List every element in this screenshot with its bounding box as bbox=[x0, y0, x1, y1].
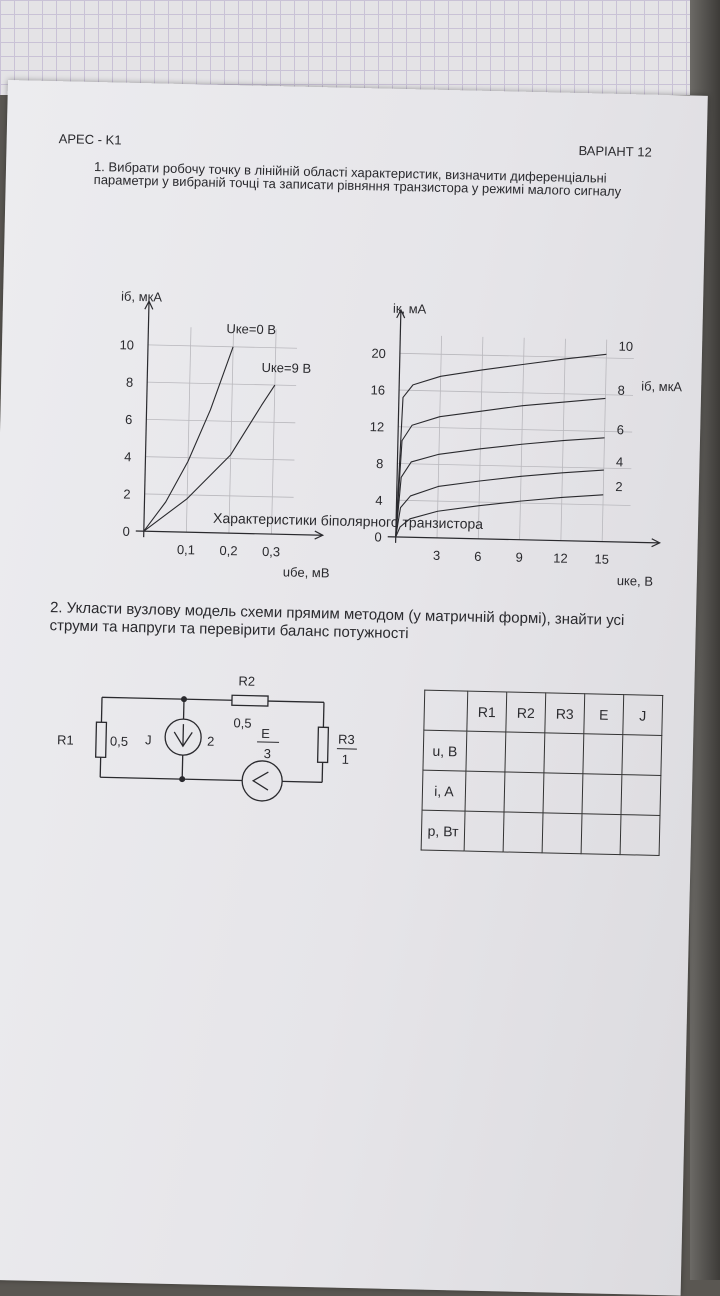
chart1-series-label-uke9: Uке=9 В bbox=[261, 360, 311, 376]
y-tick-label: 6 bbox=[125, 412, 133, 427]
x-tick-label: 0,1 bbox=[177, 542, 195, 557]
chart2-series bbox=[396, 350, 607, 542]
table-row-label: i, A bbox=[422, 770, 466, 811]
chart2-tick-labels bbox=[367, 346, 614, 567]
table-cell bbox=[464, 811, 504, 852]
y-tick-label: 20 bbox=[371, 346, 386, 361]
table-cell bbox=[466, 731, 506, 772]
table-cell bbox=[620, 815, 660, 856]
x-tick-label: 0,2 bbox=[219, 543, 237, 558]
table-cell bbox=[543, 773, 583, 814]
r3-label: R3 bbox=[338, 732, 355, 747]
grid-paper-background bbox=[0, 0, 700, 95]
table-row bbox=[421, 810, 660, 855]
r1-resistor bbox=[96, 722, 107, 757]
table-row-label: p, Вт bbox=[421, 810, 465, 851]
j-value: 2 bbox=[207, 734, 215, 749]
chart2-ylabel: iк, мА bbox=[393, 301, 427, 317]
r1-label: R1 bbox=[57, 732, 74, 747]
y-tick-label: 8 bbox=[376, 456, 384, 471]
table-corner-cell bbox=[424, 690, 468, 731]
chart1-series-label-uke0: Uке=0 В bbox=[226, 321, 276, 337]
grid-line-y bbox=[146, 419, 295, 422]
x-tick-label: 15 bbox=[594, 551, 609, 566]
input-characteristics-chart bbox=[88, 200, 345, 506]
exam-sheet bbox=[0, 80, 708, 1296]
table-cell bbox=[581, 814, 621, 855]
grid-line-x bbox=[437, 336, 442, 538]
r3-resistor bbox=[318, 727, 329, 762]
grid-line-y bbox=[145, 494, 294, 497]
series-end-label: 6 bbox=[617, 422, 625, 437]
voltage-source-e bbox=[242, 760, 283, 801]
grid-line-x bbox=[602, 340, 607, 542]
y-tick-label: 2 bbox=[123, 486, 131, 501]
y-tick-label: 8 bbox=[126, 375, 134, 390]
y-tick-label: 4 bbox=[124, 449, 132, 464]
header-right: ВАРІАНТ 12 bbox=[578, 143, 652, 160]
grid-line-x bbox=[478, 337, 483, 539]
table-cell bbox=[544, 733, 584, 774]
j-label: J bbox=[145, 732, 152, 747]
grid-line-y bbox=[399, 390, 633, 395]
grid-line-y bbox=[147, 382, 296, 385]
x-tick-label: 3 bbox=[433, 548, 441, 563]
table-row bbox=[423, 730, 662, 775]
table-row-label: u, B bbox=[423, 730, 467, 771]
grid-line-x bbox=[520, 338, 525, 540]
series-end-label: 10 bbox=[618, 339, 633, 354]
task1-text: 1. Вибрати робочу точку в лінійній області характеристик, визначити диференціальні параметри у вибраній точці та записати рівняння транзистора у режимі малого сигналу bbox=[94, 160, 654, 199]
grid-line-y bbox=[145, 457, 294, 460]
table-header-row bbox=[424, 690, 663, 735]
r2-resistor bbox=[232, 695, 268, 706]
current-source-j bbox=[165, 719, 202, 756]
output-characteristics-chart bbox=[348, 214, 685, 521]
y-tick-label: 4 bbox=[375, 493, 383, 508]
grid-line-y bbox=[397, 500, 631, 505]
series-end-label: 8 bbox=[617, 383, 625, 398]
x-tick-label: 6 bbox=[474, 549, 482, 564]
table-cell bbox=[583, 734, 623, 775]
chart2-xlabel: uке, В bbox=[617, 573, 654, 589]
y-tick-label: 16 bbox=[370, 382, 385, 397]
header-left: APEC - K1 bbox=[59, 131, 122, 147]
y-tick-label: 12 bbox=[370, 419, 385, 434]
grid-line-y bbox=[400, 353, 634, 358]
table-header-cell: R1 bbox=[467, 691, 507, 732]
table-header-cell: J bbox=[623, 695, 663, 736]
results-table bbox=[421, 690, 664, 856]
x-tick-label: 9 bbox=[515, 550, 523, 565]
r2-value: 0,5 bbox=[233, 715, 251, 730]
chart2-series-labels bbox=[615, 339, 633, 495]
x-tick-label: 0,3 bbox=[262, 544, 280, 559]
table-cell bbox=[465, 771, 505, 812]
grid-line-y bbox=[397, 463, 631, 468]
table-cell bbox=[503, 812, 543, 853]
table-header-cell: E bbox=[584, 694, 624, 735]
series-end-label: 2 bbox=[615, 479, 623, 494]
y-tick-label: 0 bbox=[122, 524, 130, 539]
grid-line-x bbox=[229, 328, 234, 533]
grid-line-y bbox=[398, 427, 632, 432]
x-tick-label: 12 bbox=[553, 550, 568, 565]
chart1-series bbox=[144, 345, 276, 534]
table-cell bbox=[542, 813, 582, 854]
node-top bbox=[181, 696, 187, 702]
table-cell bbox=[505, 732, 545, 773]
table-header-cell: R3 bbox=[545, 693, 585, 734]
r3-value: 1 bbox=[342, 752, 350, 767]
table-cell bbox=[621, 775, 661, 816]
chart1-xlabel: uбе, мВ bbox=[283, 564, 330, 580]
table-cell bbox=[622, 735, 662, 776]
x-axis bbox=[388, 537, 660, 543]
circuit-schematic bbox=[52, 661, 385, 808]
chart1-grid bbox=[144, 326, 298, 534]
table-row bbox=[422, 770, 661, 815]
table-header-cell: R2 bbox=[506, 692, 546, 733]
y-tick-label: 10 bbox=[119, 337, 134, 352]
figure-caption: Характеристики біполярного транзистора bbox=[213, 510, 483, 532]
e-value: 3 bbox=[264, 746, 272, 761]
chart2-legend-title: iб, мкА bbox=[641, 378, 683, 394]
table-cell bbox=[504, 772, 544, 813]
e-label: E bbox=[261, 726, 270, 741]
r1-value: 0,5 bbox=[110, 733, 128, 748]
grid-line-x bbox=[561, 339, 566, 541]
grid-line-y bbox=[148, 345, 297, 348]
chart1-ylabel: iб, мкА bbox=[121, 289, 163, 305]
y-tick-label: 0 bbox=[374, 529, 382, 544]
task2-text: 2. Укласти вузлову модель схеми прямим методом (у матричній формі), знайти усі струми та напруги та перевірити баланс потужності bbox=[49, 599, 670, 649]
series-line bbox=[396, 350, 607, 542]
table-cell bbox=[582, 774, 622, 815]
grid-line-x bbox=[186, 327, 191, 532]
node-bottom bbox=[179, 776, 185, 782]
r2-label: R2 bbox=[238, 673, 255, 688]
series-end-label: 4 bbox=[616, 454, 624, 469]
